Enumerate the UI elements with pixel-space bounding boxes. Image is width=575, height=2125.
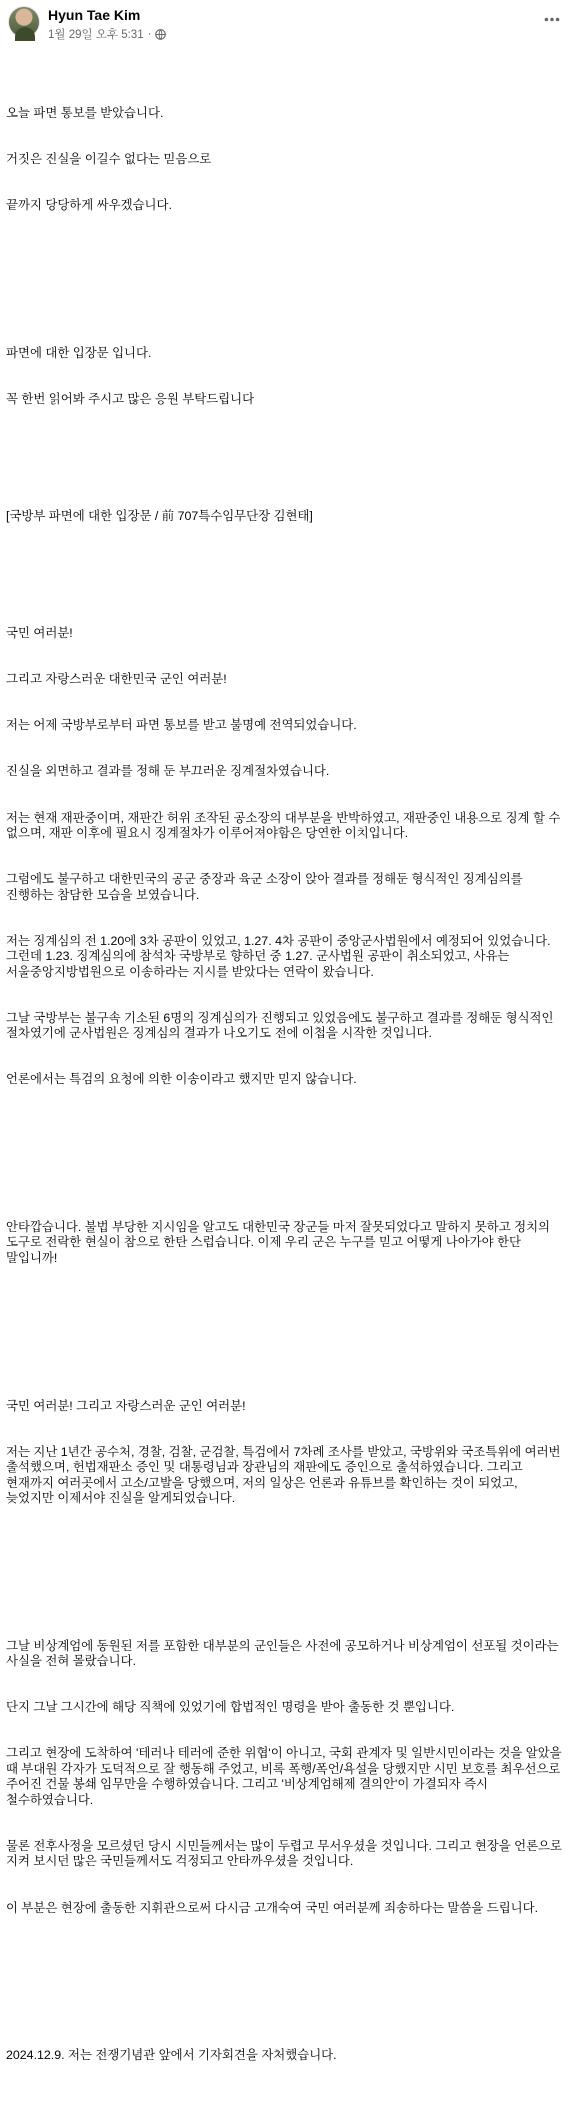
- statement-section: [6, 595, 566, 1119]
- body-line: 파면에 대한 입장문 입니다.: [6, 345, 152, 360]
- post-request: [6, 315, 566, 438]
- body-line: 저는 징계심의 전 1.20에 3차 공판이 있었고, 1.27. 4차 공판이 중앙군사법원에서 예정되어 있었습니다. 그런데 1.23. 징계심의에 참석차 국방부로 향하던 중 1.27. 군사법원 공판이 취소되었고, 사유는 서울중앙지방법원으로 이송하라는 지시를 받았다는 연락이 왔습니다.: [6, 933, 555, 979]
- body-line: 그리고 현장에 도착하여 '테러나 테러에 준한 위협'이 아니고, 국회 관계자 및 일반시민이라는 것을 알았을 때 부대원 각자가 도덕적으로 잘 행동해 주었고, 비록 폭행/폭언/욕설을 당했지만 시민 보호를 최우선으로 주어진 건물 봉쇄 임무만을 수행하였습니다. 그리고 '비상계엄해제 결의안'이 가결되자 즉시 철수하였습니다.: [6, 1746, 566, 1807]
- statement-section: [6, 1608, 566, 1947]
- body-line: 진실을 외면하고 결과를 정해 둔 부끄러운 징계절차였습니다.: [6, 764, 330, 779]
- body-line: 국민 여러분!: [6, 625, 73, 640]
- body-line: 물론 전후사정을 모르셨던 당시 시민들께서는 많이 두렵고 무서우셨을 것입니다. 그리고 현장을 언론으로 지켜 보시던 많은 국민들께서도 걱정되고 안타까우셨을 것입니다.: [6, 1838, 566, 1869]
- avatar[interactable]: [8, 6, 40, 38]
- globe-icon[interactable]: [155, 29, 166, 40]
- body-line: 오늘 파면 통보를 받았습니다.: [6, 105, 164, 120]
- statement-title: [국방부 파면에 대한 입장문 / 前 707특수임무단장 김현태]: [6, 508, 313, 523]
- body-line: 국민 여러분! 그리고 자랑스러운 군인 여러분!: [6, 1398, 246, 1413]
- body-line: 이 부분은 현장에 출동한 지휘관으로써 다시금 고개숙여 국민 여러분께 죄송하다는 말씀을 드립니다.: [6, 1900, 539, 1915]
- body-line: 언론에서는 특검의 요청에 의한 이송이라고 했지만 믿지 않습니다.: [6, 1072, 357, 1087]
- statement-section: [6, 2017, 566, 2094]
- body-line: 거짓은 진실을 이길수 없다는 믿음으로: [6, 151, 212, 166]
- body-line: 저는 지난 1년간 공수처, 경찰, 검찰, 군검찰, 특검에서 7차례 조사를 받았고, 국방위와 국조특위에 여러번 출석했으며, 헌법재판소 증인 및 대통령님과 장관님의 재판에도 증인으로 출석하였습니다. 그리고 현재까지 여러곳에서 고소/고발을 당했으며, 저의 일상은 언론과 유튜브를 확인하는 것이 되었고, 늦었지만 이제서야 진실을 알게되었습니다.: [6, 1444, 564, 1505]
- body-line: 안타깝습니다. 불법 부당한 지시임을 알고도 대한민국 장군들 마저 잘못되었다고 말하지 못하고 정치의 도구로 전락한 현실이 참으로 한탄 스럽습니다. 이제 우리 군은 누구를 믿고 어떻게 나아가야 한단 말입니까!: [6, 1220, 554, 1265]
- body-line: 단지 그날 그시간에 해당 직책에 있었기에 합법적인 명령을 받아 출동한 것 뿐입니다.: [6, 1700, 455, 1715]
- body-line: 그날 국방부는 불구속 기소된 6명의 징계심의가 진행되고 있었음에도 불구하고 결과를 정해둔 형식적인 절차였기에 군사법원은 징계심의 결과가 나오기도 전에 이첩을 시작한 것입니다.: [6, 1010, 557, 1041]
- post-body: [6, 44, 566, 2125]
- body-line: 끝까지 당당하게 싸우겠습니다.: [6, 198, 172, 213]
- meta-separator: ·: [147, 28, 152, 40]
- body-line: 꼭 한번 읽어봐 주시고 많은 응원 부탁드립니다: [6, 391, 255, 406]
- post-meta: [48, 26, 166, 42]
- body-line: 그럼에도 불구하고 대한민국의 공군 중장과 육군 소장이 앉아 결과를 정해둔 형식적인 징계심의를 진행하는 참담한 모습을 보였습니다.: [6, 872, 527, 902]
- author-name[interactable]: Hyun Tae Kim: [48, 7, 141, 23]
- body-line: 저는 어제 국방부로부터 파면 통보를 받고 불명예 전역되었습니다.: [6, 718, 357, 733]
- statement-section: [6, 1189, 566, 1297]
- body-line: 그리고 자랑스러운 대한민국 군인 여러분!: [6, 671, 227, 686]
- body-line: 그날 비상계엄에 동원된 저를 포함한 대부분의 군인들은 사전에 공모하거나 비상계엄이 선포될 것이라는 사실을 전혀 몰랐습니다.: [6, 1638, 563, 1669]
- post-timestamp[interactable]: 1월 29일 오후 5:31: [48, 29, 144, 41]
- body-line: 저는 현재 재판중이며, 재판간 허위 조작된 공소장의 대부분을 반박하였고, 재판중인 내용으로 징계 할 수 없으며, 재판 이후에 필요시 징계절차가 이루어져야함은 당연한 이치입니다.: [6, 810, 564, 840]
- body-line: 2024.12.9. 저는 전쟁기념관 앞에서 기자회견을 자처했습니다.: [6, 2048, 337, 2063]
- post-intro: [6, 75, 566, 244]
- more-options-icon[interactable]: [539, 8, 565, 30]
- post-header: [0, 0, 575, 46]
- statement-section: [6, 1368, 566, 1537]
